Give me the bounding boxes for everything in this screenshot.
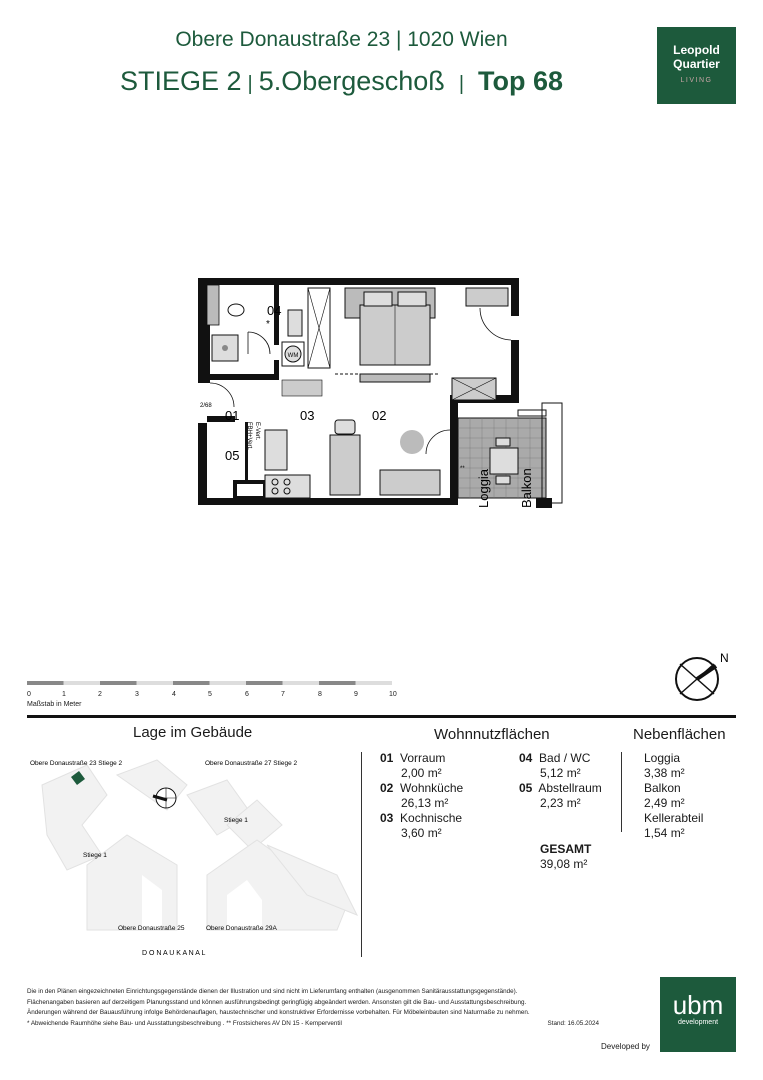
room-no: 01: [380, 751, 394, 765]
fbh-label: FBH+Vert.: [246, 422, 252, 450]
disclaimer: [27, 987, 607, 1029]
ubm-mark: ubm: [672, 990, 724, 1020]
room-area: 3,60 m²: [401, 826, 442, 840]
scale-tick: 6: [245, 691, 249, 698]
separator: |: [247, 73, 253, 95]
date-stand: Stand: 16.05.2024: [547, 1019, 599, 1027]
secondary-item: [644, 811, 703, 841]
floor-label: 5.Obergeschoß: [258, 66, 445, 96]
north-label: N: [720, 651, 729, 665]
room-area: 5,12 m²: [540, 766, 581, 780]
room-area-01: [380, 751, 445, 781]
site-label-od23: Obere Donaustraße 23 Stiege 2: [30, 760, 123, 767]
secondary-name: Loggia: [644, 751, 681, 765]
unit-label: Top 68: [478, 66, 564, 96]
room-no: 02: [380, 781, 394, 795]
room-name: Bad / WC: [539, 751, 591, 765]
secondary-name: Balkon: [644, 781, 681, 795]
scale-tick: 0: [27, 691, 31, 698]
asterisk: *: [266, 319, 270, 330]
disclaimer-line-4: [27, 1019, 607, 1030]
room-area-03: [380, 811, 462, 841]
room-number-03: 03: [300, 408, 315, 423]
room-number-04: 04: [267, 303, 282, 318]
column-divider: [621, 752, 622, 832]
logo-line-1: Leopold: [673, 43, 720, 57]
balkon-label: Balkon: [519, 468, 534, 508]
room-area-04: [519, 751, 590, 781]
separator: |: [458, 73, 465, 95]
column-divider: [361, 752, 362, 957]
scale-bar: [27, 673, 407, 708]
scale-tick: 4: [172, 691, 176, 698]
room-area-02: [380, 781, 463, 811]
site-label-od25: Obere Donaustraße 25: [118, 925, 185, 932]
scale-tick: 10: [389, 691, 397, 698]
section-divider: [27, 715, 736, 718]
room-area: 26,13 m²: [401, 796, 449, 810]
secondary-item: [644, 751, 685, 781]
room-area-05: [519, 781, 602, 811]
logo-line-3: LIVING: [680, 77, 713, 84]
floor-line: [0, 66, 683, 97]
location-heading: Lage im Gebäude: [133, 724, 253, 741]
developed-by: Developed by: [601, 1042, 650, 1051]
living-areas-heading: Wohnnutzflächen: [434, 726, 550, 743]
total-area: [540, 842, 591, 872]
scale-tick: 2: [98, 691, 102, 698]
room-number-05: 05: [225, 448, 240, 463]
double-asterisk: **: [460, 466, 465, 472]
disclaimer-line: Flächenangaben basieren auf derzeitigem Planungsstand und können ausführungsbedingt geringfügig abgeändert werden. Ansonsten gilt die Bau- und Ausstattungsbeschreibung.: [27, 998, 527, 1006]
disclaimer-line: Die in den Plänen eingezeichneten Einrichtungsgegenstände dienen der Illustration und sind nicht im Lieferumfang enthalten (ausgenommen Sanitärausstattungsgegenstände).: [27, 988, 518, 995]
secondary-area: 1,54 m²: [644, 826, 685, 840]
total-value: 39,08 m²: [540, 857, 588, 871]
room-name: Kochnische: [400, 811, 463, 825]
floor-plan: [190, 270, 580, 520]
room-name: Wohnküche: [400, 781, 464, 795]
north-compass-icon: [672, 650, 736, 702]
room-name: Vorraum: [400, 751, 446, 765]
door-label: 2/68: [200, 403, 212, 409]
room-name: Abstellraum: [538, 781, 602, 795]
scale-tick: 9: [354, 691, 358, 698]
scale-tick: 8: [318, 691, 322, 698]
room-number-01: 01: [225, 408, 240, 423]
room-number-02: 02: [372, 408, 387, 423]
site-label-stiege1: Stiege 1: [224, 817, 248, 824]
secondary-areas-heading: Nebenflächen: [633, 726, 726, 743]
room-area: 2,00 m²: [401, 766, 442, 780]
address-line: Obere Donaustraße 23 | 1020 Wien: [175, 28, 508, 51]
leopold-quartier-logo: [657, 27, 736, 104]
scale-tick: 1: [62, 691, 66, 698]
room-no: 05: [519, 781, 533, 795]
disclaimer-line: Änderungen während der Bauausführung infolge Behördenauflagen, haustechnischer und konstruktiver Erfordernisse vorbehalten. Für Möbeleinbauten sind Naturmaße zu nehmen.: [27, 1009, 530, 1016]
site-label-stiege1: Stiege 1: [83, 852, 107, 859]
secondary-area: 3,38 m²: [644, 766, 685, 780]
evert-label: E-Vert.: [254, 422, 260, 441]
secondary-area: 2,49 m²: [644, 796, 685, 810]
room-area: 2,23 m²: [540, 796, 581, 810]
room-no: 04: [519, 751, 533, 765]
site-plan: [27, 755, 362, 960]
disclaimer-line: * Abweichende Raumhöhe siehe Bau- und Ausstattungsbeschreibung . ** Frostsicheres AV DN 15 - Kemperventil: [27, 1019, 342, 1027]
ubm-sub: development: [677, 1019, 719, 1026]
danube-canal-label: D O N A U K A N A L: [142, 950, 206, 957]
scale-tick: 5: [208, 691, 212, 698]
scale-tick: 3: [135, 691, 139, 698]
room-no: 03: [380, 811, 394, 825]
washing-machine-label: WM: [287, 353, 299, 359]
staircase-label: STIEGE 2: [119, 66, 242, 96]
site-label-od29a: Obere Donaustraße 29A: [206, 925, 277, 932]
secondary-item: [644, 781, 685, 811]
scale-tick: 7: [281, 691, 285, 698]
loggia-label: Loggia: [476, 468, 491, 508]
ubm-logo: [660, 977, 736, 1052]
site-label-od27: Obere Donaustraße 27 Stiege 2: [205, 760, 298, 767]
secondary-name: Kellerabteil: [644, 811, 704, 825]
total-label: GESAMT: [540, 842, 592, 856]
logo-line-2: Quartier: [673, 57, 720, 71]
scale-caption: Maßstab in Meter: [27, 701, 82, 708]
scale-bar-graphic: [27, 680, 407, 686]
